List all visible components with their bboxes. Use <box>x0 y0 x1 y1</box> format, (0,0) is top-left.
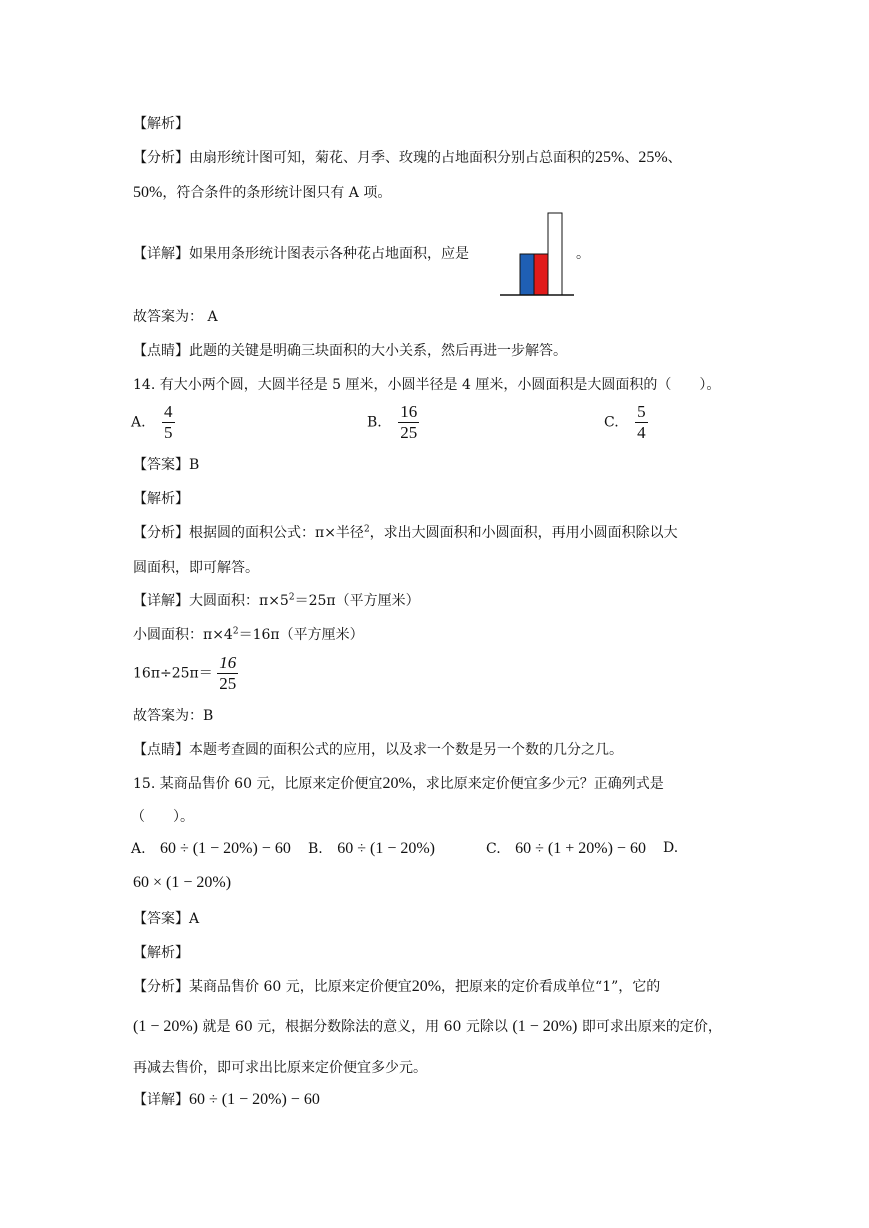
q15-option-a-label: A. <box>131 841 146 857</box>
q13-bar-1 <box>520 254 534 295</box>
q15-xiangjie <box>133 1089 320 1109</box>
q15-fenxi-pct: 20% <box>411 978 442 995</box>
q14-xiangjie-tail: ＝25π（平方厘米） <box>294 593 420 609</box>
q13-fenxi-tail: ，符合条件的条形统计图只有 A 项。 <box>162 185 392 201</box>
q14-option-a-fraction <box>162 402 175 443</box>
q15-question-text: 15. 某商品售价 60 元，比原来定价便宜 <box>133 776 383 792</box>
q15-question-pct: 20% <box>382 775 412 792</box>
q14-xiangjie <box>133 590 420 610</box>
q14-option-b-num: 16 <box>400 402 418 421</box>
q13-fenxi-line2 <box>133 182 391 202</box>
q14-option-a-num: 4 <box>164 402 173 421</box>
q14-small-sup: 2 <box>232 626 239 637</box>
q13-pct-a: 25% <box>595 149 625 166</box>
q13-bar-chart <box>498 208 578 300</box>
q14-option-c-num: 5 <box>637 402 646 421</box>
q13-bar-2 <box>534 254 548 295</box>
q15-option-a <box>131 840 291 858</box>
q14-option-b-fraction <box>398 402 419 443</box>
q14-option-c <box>604 402 648 443</box>
q13-xiangjie-text: 【详解】如果用条形统计图表示各种花占地面积，应是 <box>133 246 469 262</box>
q14-fenxi-line2: 圆面积，即可解答。 <box>133 560 259 576</box>
q13-fenxi-text: 【分析】由扇形统计图可知，菊花、月季、玫瑰的占地面积分别占总面积的 <box>133 150 595 166</box>
q13-fenxi-line1 <box>133 147 682 167</box>
q15-option-b-label: B. <box>308 841 323 857</box>
q15-fenxi2-expr1: (1 − 20%) <box>133 1018 199 1035</box>
q14-xiangjie-text: 【详解】大圆面积：π×5 <box>133 593 289 609</box>
q15-daan: 【答案】A <box>133 911 200 927</box>
q15-fenxi2-mid: 就是 60 元，根据分数除法的意义，用 60 元除以 <box>198 1019 513 1035</box>
q13-jiexi-heading: 【解析】 <box>133 116 189 132</box>
q15-fenxi-line2 <box>133 1016 722 1036</box>
q13-answer: 故答案为： A <box>133 309 218 325</box>
q13-sep2: 、 <box>667 150 682 166</box>
q15-xiangjie-text: 【详解】 <box>133 1092 189 1108</box>
q14-jiexi: 【解析】 <box>133 491 189 507</box>
q14-calc-num: 16 <box>219 653 237 672</box>
q15-fenxi-tail: ，把原来的定价看成单位“1”，它的 <box>441 979 661 995</box>
q15-xiangjie-expr: 60 ÷ (1 − 20%) − 60 <box>189 1091 320 1108</box>
q14-option-a-label: A. <box>131 414 146 431</box>
q14-option-b-label: B. <box>367 414 382 431</box>
q14-dianjing: 【点睛】本题考查圆的面积公式的应用，以及求一个数是另一个数的几分之几。 <box>133 742 623 758</box>
q14-fenxi-line1 <box>133 522 678 542</box>
q14-calc <box>133 653 238 694</box>
q15-fenxi2-expr2: (1 − 20%) <box>512 1018 578 1035</box>
q15-option-c-label: C. <box>486 841 501 857</box>
q14-option-c-label: C. <box>604 414 619 431</box>
q14-fenxi-sup: 2 <box>363 524 370 535</box>
q15-option-c-expr: 60 ÷ (1 + 20%) − 60 <box>515 840 646 857</box>
q14-option-c-den: 4 <box>637 423 646 442</box>
q13-bar-3 <box>548 213 562 295</box>
q14-option-a <box>131 402 175 443</box>
q14-fenxi-tail: ，求出大圆面积和小圆面积，再用小圆面积除以大 <box>369 525 678 541</box>
q13-dianjing: 【点睛】此题的关键是明确三块面积的大小关系，然后再进一步解答。 <box>133 343 567 359</box>
q15-question-tail: ，求比原来定价便宜多少元？正确列式是 <box>411 776 664 792</box>
q13-xiangjie <box>133 243 469 263</box>
q15-question <box>133 773 664 793</box>
q14-question: 14. 有大小两个圆，大圆半径是 5 厘米，小圆半径是 4 厘米，小圆面积是大圆面积的（ ）。 <box>133 377 721 393</box>
q14-option-b <box>367 402 419 443</box>
q15-option-b <box>308 840 435 858</box>
q15-fenxi-line1 <box>133 976 660 996</box>
q15-option-c <box>486 840 646 858</box>
q14-xiangjie-sup: 2 <box>288 592 295 603</box>
q15-option-a-expr: 60 ÷ (1 − 20%) − 60 <box>160 840 291 857</box>
q14-daan: 【答案】B <box>133 457 200 473</box>
q15-option-d-expr: 60 × (1 − 20%) <box>133 874 232 891</box>
q14-small-text: 小圆面积：π×4 <box>133 627 233 643</box>
q14-option-b-den: 25 <box>400 423 418 442</box>
q14-option-c-fraction <box>635 402 648 443</box>
q13-period: 。 <box>576 246 590 262</box>
q14-small-circle <box>133 624 364 644</box>
q14-calc-fraction <box>217 653 238 694</box>
q14-fenxi-text: 【分析】根据圆的面积公式：π×半径 <box>133 525 364 541</box>
q14-answer: 故答案为：B <box>133 708 214 724</box>
q15-jiexi: 【解析】 <box>133 945 189 961</box>
q14-calc-text: 16π÷25π＝ <box>133 665 213 682</box>
q13-pct-b: 25% <box>638 149 668 166</box>
q15-fenxi2-tail: 即可求出原来的定价， <box>577 1019 722 1035</box>
q13-pct-c: 50% <box>133 184 163 201</box>
q14-calc-den: 25 <box>219 674 237 693</box>
q15-fenxi-text: 【分析】某商品售价 60 元，比原来定价便宜 <box>133 979 412 995</box>
q13-sep1: 、 <box>624 150 639 166</box>
q15-fenxi-line3: 再减去售价，即可求出比原来定价便宜多少元。 <box>133 1060 427 1076</box>
q14-option-a-den: 5 <box>164 423 173 442</box>
q14-small-tail: ＝16π（平方厘米） <box>238 627 364 643</box>
q15-option-d-label: D. <box>663 840 679 856</box>
q15-option-b-expr: 60 ÷ (1 − 20%) <box>337 840 435 857</box>
q15-question-paren: （ ）。 <box>131 809 194 825</box>
